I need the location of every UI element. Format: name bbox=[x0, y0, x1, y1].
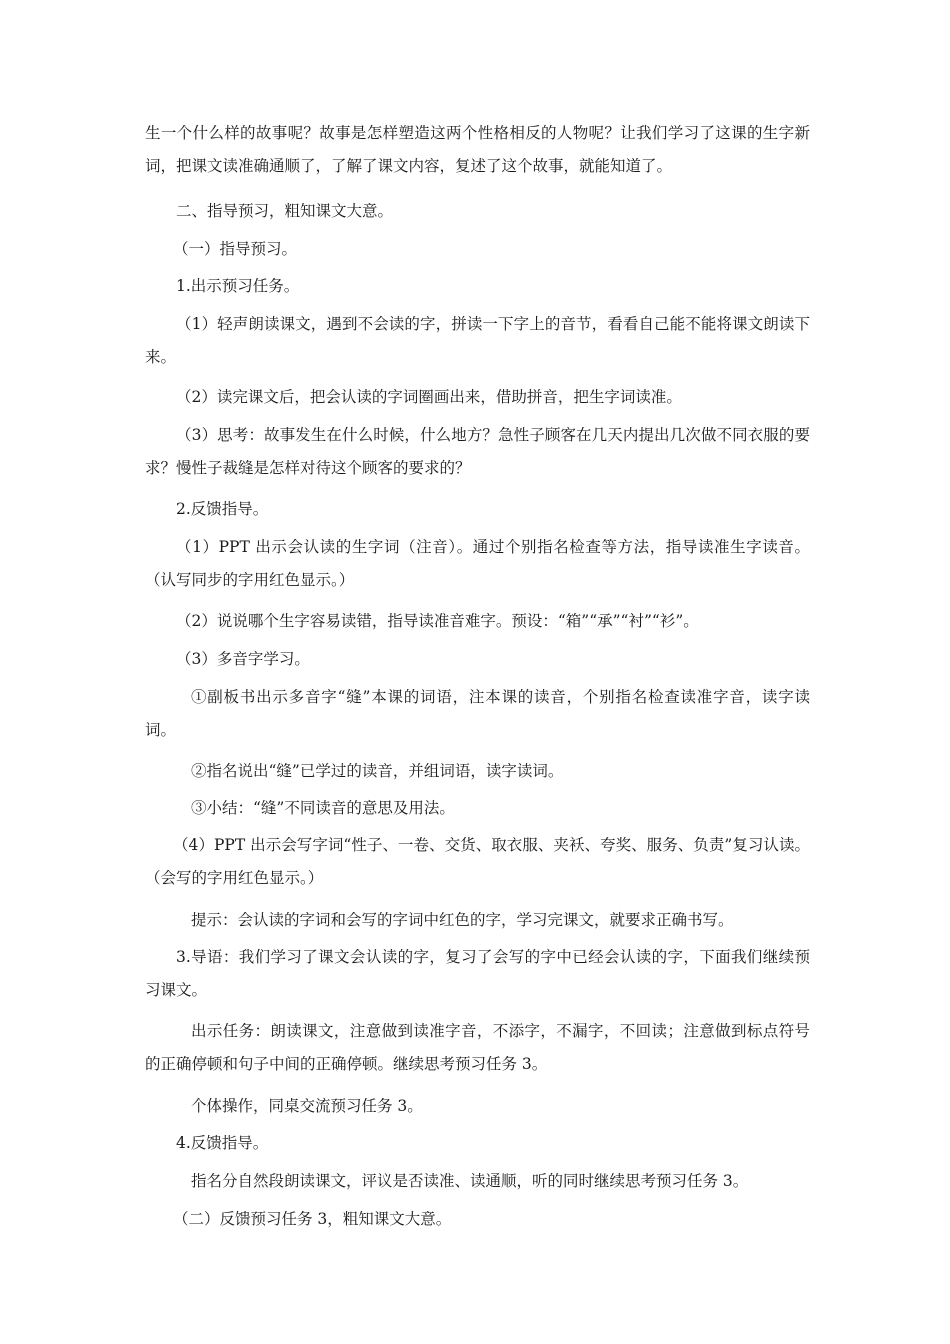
tip-paragraph: 提示：会认读的字词和会写的字词中红色的字，学习完课文，就要求正确书写。 bbox=[191, 911, 734, 929]
polyphone-step-1: ①副板书出示多音字“缝”本课的词语，注本课的读音，个别指名检查读准字音，读字读词。 bbox=[145, 688, 810, 739]
item-1-task-1: （1）轻声朗读课文，遇到不会读的字，拼读一下字上的音节，看看自己能不能将课文朗读下来。 bbox=[145, 315, 810, 366]
section-heading-2: 二、指导预习，粗知课文大意。 bbox=[176, 202, 394, 220]
item-1-task-3: （3）思考：故事发生在什么时候，什么地方？急性子顾客在几天内提出几次做不同衣服的要求？慢性子裁缝是怎样对待这个顾客的要求的？ bbox=[145, 426, 810, 477]
item-4-reading: 指名分自然段朗读课文，评议是否读准、读通顺，听的同时继续思考预习任务 3。 bbox=[191, 1172, 749, 1190]
subsection-heading-2: （二）反馈预习任务 3，粗知课文大意。 bbox=[173, 1210, 452, 1228]
polyphone-step-2: ②指名说出“缝”已学过的读音，并组词语，读字读词。 bbox=[191, 762, 564, 780]
polyphone-step-3: ③小结：“缝”不同读音的意思及用法。 bbox=[191, 799, 455, 817]
item-1-heading: 1.出示预习任务。 bbox=[176, 277, 300, 295]
item-3-practice: 个体操作，同桌交流预习任务 3。 bbox=[191, 1097, 423, 1115]
item-2-step-1: （1）PPT 出示会认读的生字词（注音）。通过个别指名检查等方法，指导读准生字读音。（认写同步的字用红色显示。） bbox=[145, 538, 810, 589]
item-2-heading: 2.反馈指导。 bbox=[176, 500, 269, 518]
item-2-step-2: （2）说说哪个生字容易读错，指导读准音难字。预设：“箱”“承”“衬”“衫”。 bbox=[176, 612, 699, 630]
item-1-task-2: （2）读完课文后，把会认读的字词圈画出来，借助拼音，把生字词读准。 bbox=[176, 388, 682, 406]
item-3-task: 出示任务：朗读课文，注意做到读准字音，不添字，不漏字，不回读；注意做到标点符号的正确停顿和句子中间的正确停顿。继续思考预习任务 3。 bbox=[145, 1022, 810, 1073]
paragraph-intro-continued: 生一个什么样的故事呢？故事是怎样塑造这两个性格相反的人物呢？让我们学习了这课的生字新词，把课文读准确通顺了，了解了课文内容，复述了这个故事，就能知道了。 bbox=[145, 124, 810, 175]
item-2-step-4: （4）PPT 出示会写字词“性子、一卷、交货、取衣服、夹袄、夸奖、服务、负责”复习认读。（会写的字用红色显示。） bbox=[145, 836, 810, 887]
item-3-guidance: 3.导语：我们学习了课文会认读的字，复习了会写的字中已经会认读的字，下面我们继续预习课文。 bbox=[145, 948, 810, 999]
item-4-heading: 4.反馈指导。 bbox=[176, 1134, 269, 1152]
item-2-step-3: （3）多音字学习。 bbox=[176, 650, 310, 668]
subsection-heading-1: （一）指导预习。 bbox=[173, 240, 298, 258]
